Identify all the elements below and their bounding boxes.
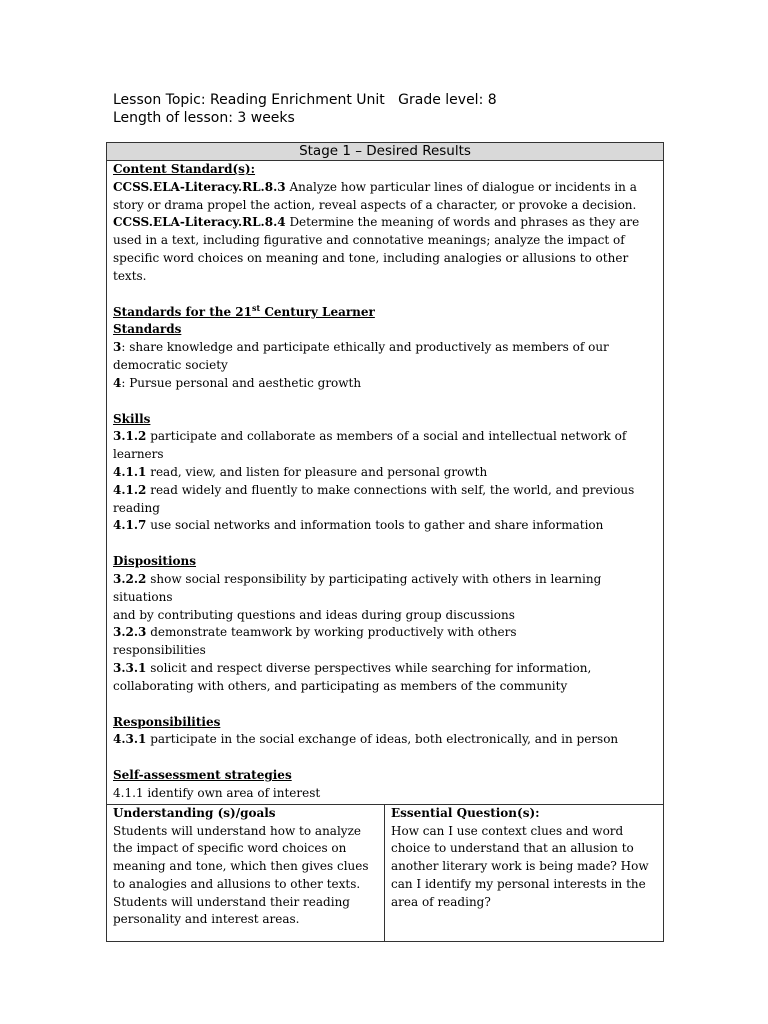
essential-questions-title: Essential Question(s): [391, 805, 540, 820]
standard-text: Analyze how particular lines of dialogue or incidents in a [285, 179, 637, 194]
understanding-line: Students will understand their reading [113, 894, 350, 909]
lesson-plan-table [106, 142, 664, 942]
learner-standard-line: democratic society [113, 357, 228, 372]
learner-standard-item: 3: share knowledge and participate ethically and productively as members of our [113, 340, 609, 355]
disposition-item: 3.3.1 solicit and respect diverse perspectives while searching for information, [113, 660, 592, 675]
standard-item [113, 179, 657, 197]
standard-text-line: texts. [113, 268, 147, 283]
learner-standards-heading: Standards for the 21st Century Learner [113, 302, 375, 319]
standard-text-line: specific word choices on meaning and tone, including analogies or allusions to other [113, 250, 629, 265]
essential-line: area of reading? [391, 894, 491, 909]
skill-item: 4.1.7 use social networks and information tools to gather and share information [113, 518, 604, 533]
content-standards-heading: Content Standard(s): [113, 162, 256, 176]
lesson-header [113, 91, 497, 127]
disposition-item: 3.2.3 demonstrate teamwork by working productively with others [113, 625, 517, 640]
stage-1-title: Stage 1 – Desired Results [107, 143, 664, 161]
understanding-line: Students will understand how to analyze [113, 823, 361, 838]
skills-heading: Skills [113, 411, 151, 426]
lesson-topic-line: Lesson Topic: Reading Enrichment Unit Grade level: 8 [113, 92, 497, 108]
disposition-line: collaborating with others, and participating as members of the community [113, 678, 568, 693]
understanding-line: meaning and tone, which then gives clues [113, 859, 369, 874]
understanding-line: to analogies and allusions to other texts. [113, 876, 361, 891]
standard-text: Determine the meaning of words and phrases as they are [285, 215, 640, 230]
learner-standard-item: 4: Pursue personal and aesthetic growth [113, 375, 362, 390]
essential-line: another literary work is being made? How [391, 859, 649, 874]
understanding-line: the impact of specific word choices on [113, 841, 347, 856]
skill-line: learners [113, 447, 164, 462]
essential-line: How can I use context clues and word [391, 823, 624, 838]
understanding-goals-cell [107, 804, 385, 942]
skill-item: 3.1.2 participate and collaborate as members of a social and intellectual network of [113, 429, 627, 444]
essential-line: can I identify my personal interests in the [391, 876, 646, 891]
skill-item: 4.1.1 read, view, and listen for pleasure and personal growth [113, 464, 488, 479]
stage-1-content [107, 161, 664, 805]
understanding-line: personality and interest areas. [113, 912, 300, 927]
disposition-line: and by contributing questions and ideas during group discussions [113, 607, 515, 622]
standards-subheading: Standards [113, 322, 182, 337]
standard-item [113, 214, 657, 232]
essential-line: choice to understand that an allusion to [391, 841, 634, 856]
standard-text-line: used in a text, including figurative and connotative meanings; analyze the impact of [113, 233, 625, 248]
understanding-goals-title: Understanding (s)/goals [113, 805, 276, 820]
standard-text-line: story or drama propel the action, reveal aspects of a character, or provoke a decision. [113, 197, 637, 212]
skill-line: reading [113, 500, 160, 515]
self-assessment-text: 4.1.1 identify own area of interest [113, 785, 321, 800]
standard-code: CCSS.ELA-Literacy.RL.8.4 [113, 215, 286, 230]
dispositions-heading: Dispositions [113, 554, 197, 569]
essential-questions-cell [385, 804, 664, 942]
responsibilities-heading: Responsibilities [113, 714, 221, 729]
disposition-item: 3.2.2 show social responsibility by participating actively with others in learning situations [113, 571, 602, 604]
lesson-length-line: Length of lesson: 3 weeks [113, 110, 295, 126]
self-assessment-heading: Self-assessment strategies [113, 768, 292, 783]
responsibility-item: 4.3.1 participate in the social exchange of ideas, both electronically, and in person [113, 732, 619, 747]
skill-item: 4.1.2 read widely and fluently to make connections with self, the world, and previous [113, 482, 635, 497]
disposition-line: responsibilities [113, 643, 206, 658]
standard-code: CCSS.ELA-Literacy.RL.8.3 [113, 179, 286, 194]
